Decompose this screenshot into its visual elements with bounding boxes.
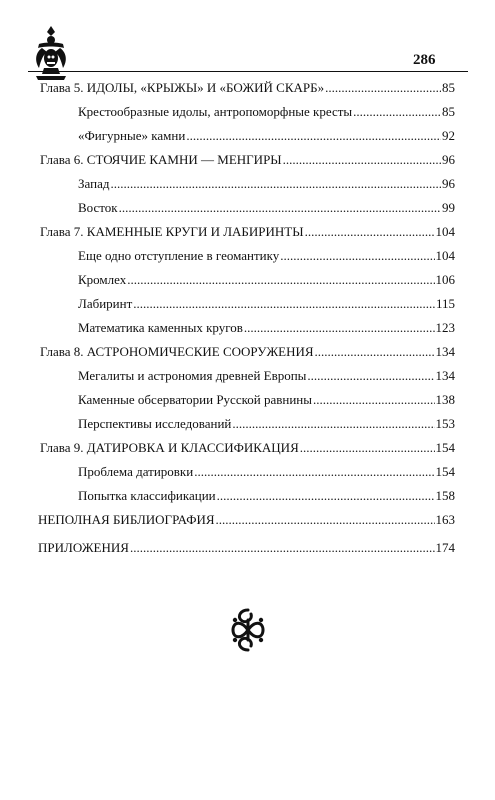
toc-entry-title: Глава 8. АСТРОНОМИЧЕСКИЕ СООРУЖЕНИЯ xyxy=(40,344,314,359)
toc-subentry xyxy=(78,416,455,432)
toc-entry xyxy=(40,224,455,240)
toc-page-number: 104 xyxy=(435,224,455,239)
toc-subentry xyxy=(78,392,455,408)
toc-page-number: 104 xyxy=(435,248,455,263)
toc-leader-dots xyxy=(217,488,435,504)
toc-page-number: 96 xyxy=(442,152,455,167)
toc-entry-title: Еще одно отступление в геомантику xyxy=(78,248,280,263)
toc-subentry xyxy=(78,464,455,480)
toc-page-number: 174 xyxy=(435,540,455,555)
toc-entry-title: Крестообразные идолы, антропоморфные кресты xyxy=(78,104,353,119)
toc-entry-title: Каменные обсерватории Русской равнины xyxy=(78,392,312,407)
toc-entry-title: Запад xyxy=(78,176,110,191)
toc-entry-title: ПРИЛОЖЕНИЯ xyxy=(38,540,129,555)
toc-entry-title: Лабиринт xyxy=(78,296,133,311)
toc-subentry xyxy=(78,128,455,144)
toc-leader-dots xyxy=(325,80,441,96)
toc-entry xyxy=(40,440,455,456)
toc-leader-dots xyxy=(307,368,434,384)
ornament-icon xyxy=(227,606,269,654)
toc-leader-dots xyxy=(194,464,434,480)
toc-subentry xyxy=(78,368,455,384)
toc-entry-title: Математика каменных кругов xyxy=(78,320,243,335)
toc-page-number: 153 xyxy=(435,416,455,431)
toc-page-number: 163 xyxy=(435,512,455,527)
toc-subentry xyxy=(78,488,455,504)
toc-entry-title: Глава 6. СТОЯЧИЕ КАМНИ — МЕНГИРЫ xyxy=(40,152,282,167)
toc-page-number: 138 xyxy=(435,392,455,407)
toc-subentry xyxy=(78,104,455,120)
toc-page-number: 85 xyxy=(442,80,455,95)
toc-entry-title: «Фигурные» камни xyxy=(78,128,186,143)
toc-page-number: 134 xyxy=(435,344,455,359)
page-number: 286 xyxy=(413,52,436,68)
toc-page-number: 96 xyxy=(442,176,455,191)
toc-page-number: 115 xyxy=(435,296,455,311)
toc-leader-dots xyxy=(110,176,441,192)
toc-leader-dots xyxy=(119,200,441,216)
emblem-icon xyxy=(30,24,72,82)
toc-entry-title: Глава 5. ИДОЛЫ, «КРЫЖЫ» И «БОЖИЙ СКАРБ» xyxy=(40,80,325,95)
toc-page-number: 134 xyxy=(435,368,455,383)
toc-leader-dots xyxy=(300,440,435,456)
toc-page-number: 154 xyxy=(435,464,455,479)
toc-leader-dots xyxy=(133,296,435,312)
toc-entry-title: Кромлех xyxy=(78,272,127,287)
toc-entry-title: Восток xyxy=(78,200,118,215)
toc-subentry xyxy=(78,272,455,288)
toc-subentry xyxy=(78,176,455,192)
toc-entry-title: Глава 9. ДАТИРОВКА И КЛАССИФИКАЦИЯ xyxy=(40,440,299,455)
toc-entry-title: НЕПОЛНАЯ БИБЛИОГРАФИЯ xyxy=(38,512,215,527)
toc-entry-title: Проблема датировки xyxy=(78,464,194,479)
toc-entry xyxy=(38,512,455,528)
toc-leader-dots xyxy=(283,152,441,168)
toc-leader-dots xyxy=(313,392,435,408)
toc-entry-title: Мегалиты и астрономия древней Европы xyxy=(78,368,307,383)
toc-leader-dots xyxy=(244,320,435,336)
toc-page-number: 154 xyxy=(435,440,455,455)
header-rule xyxy=(28,71,468,72)
toc-leader-dots xyxy=(353,104,441,120)
toc-page-number: 85 xyxy=(442,104,455,119)
toc-entry xyxy=(40,344,455,360)
toc-entry-title: Перспективы исследований xyxy=(78,416,232,431)
toc-entry xyxy=(40,152,455,168)
toc-leader-dots xyxy=(315,344,435,360)
toc-leader-dots xyxy=(186,128,441,144)
toc-subentry xyxy=(78,200,455,216)
toc-leader-dots xyxy=(280,248,434,264)
toc-entry xyxy=(38,540,455,556)
toc-entry-title: Попытка классификации xyxy=(78,488,216,503)
toc-leader-dots xyxy=(216,512,435,528)
toc-leader-dots xyxy=(305,224,435,240)
toc-page-number: 123 xyxy=(435,320,455,335)
toc-page-number: 158 xyxy=(435,488,455,503)
toc-leader-dots xyxy=(232,416,434,432)
toc-page-number: 99 xyxy=(442,200,455,215)
toc-entry-title: Глава 7. КАМЕННЫЕ КРУГИ И ЛАБИРИНТЫ xyxy=(40,224,304,239)
toc-subentry xyxy=(78,320,455,336)
toc-subentry xyxy=(78,296,455,312)
toc-page-number: 92 xyxy=(442,128,455,143)
toc-subentry xyxy=(78,248,455,264)
toc-leader-dots xyxy=(130,540,435,556)
toc-leader-dots xyxy=(127,272,434,288)
toc-page-number: 106 xyxy=(435,272,455,287)
toc-entry xyxy=(40,80,455,96)
